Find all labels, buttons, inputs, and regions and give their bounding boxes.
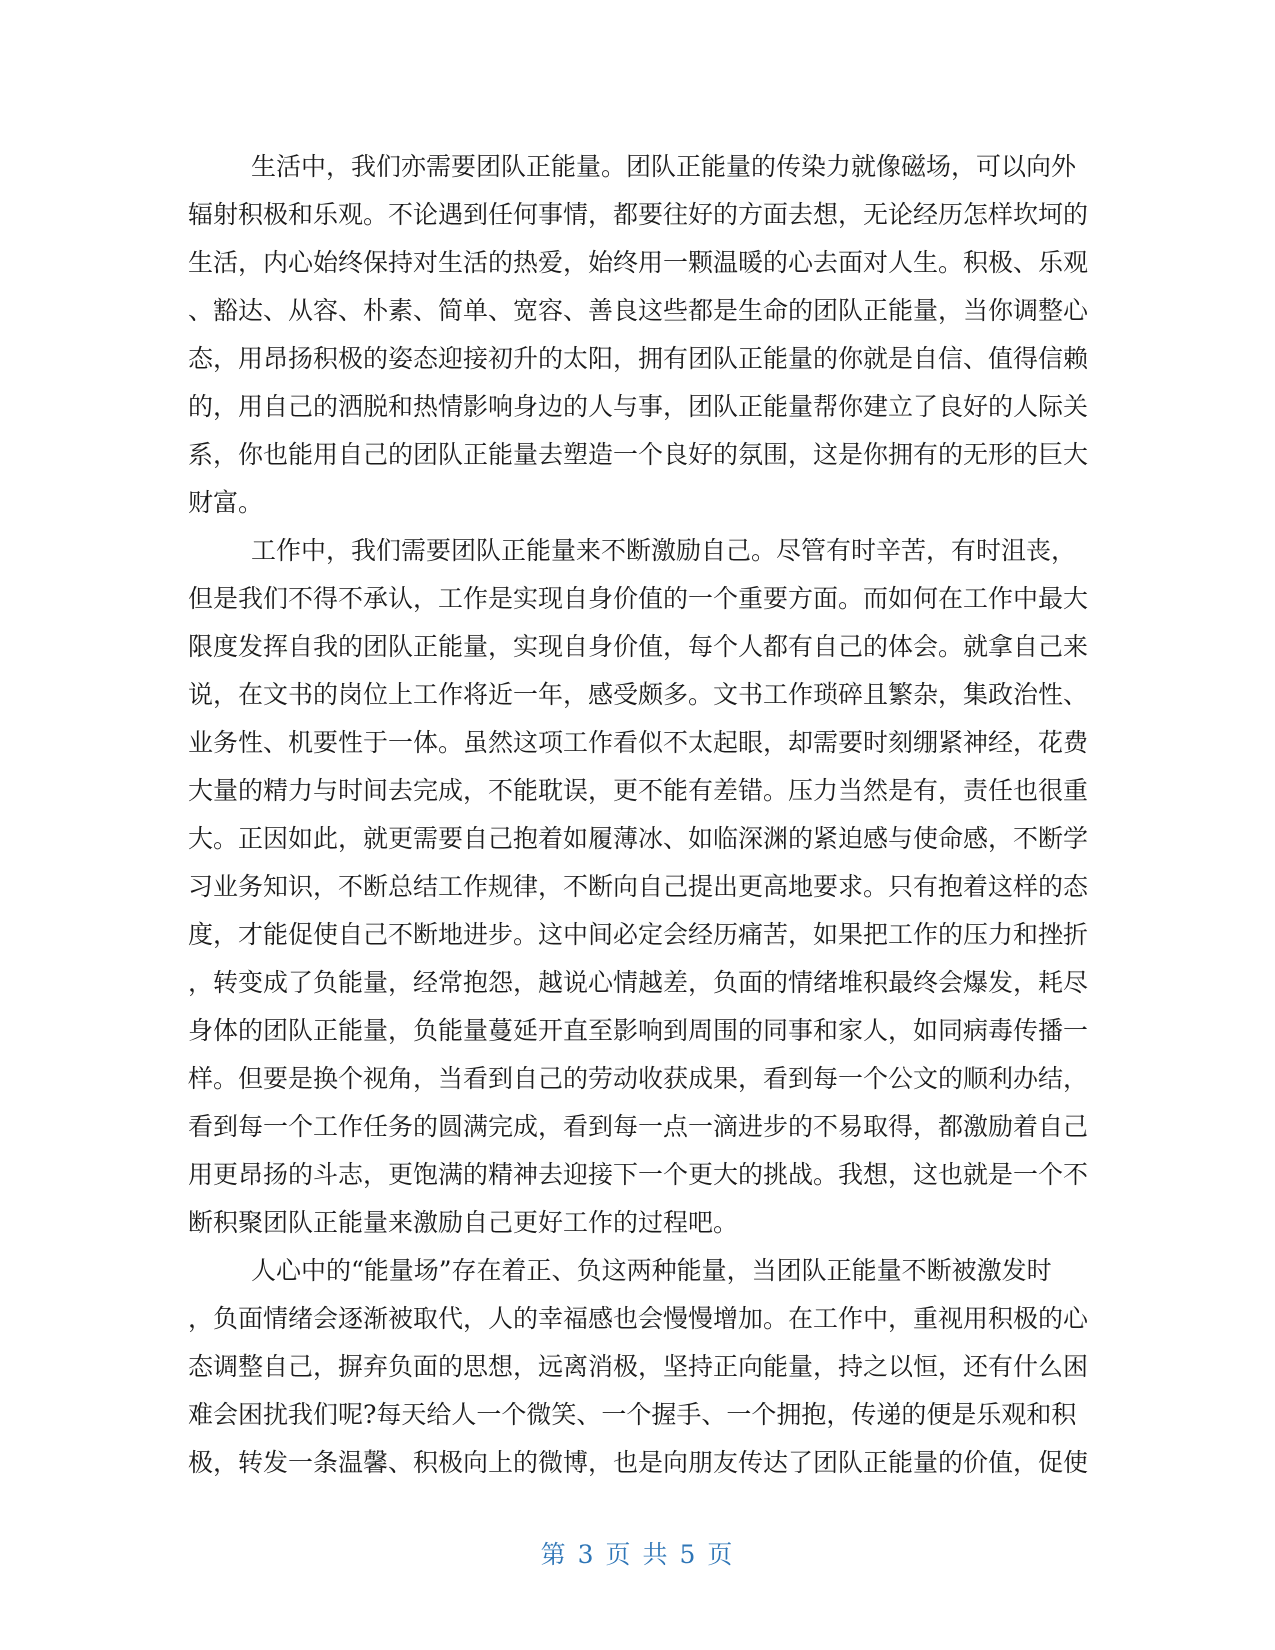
text-line: 度，才能促使自己不断地进步。这中间必定会经历痛苦，如果把工作的压力和挫折 [188,920,1089,949]
text-line: 习业务知识，不断总结工作规律，不断向自己提出更高地要求。只有抱着这样的态 [188,872,1089,901]
current-page-number: 3 [577,1540,596,1569]
text-line: 难会困扰我们呢?每天给人一个微笑、一个握手、一个拥抱，传递的便是乐观和积 [188,1400,1077,1429]
text-line: 极，转发一条温馨、积极向上的微博，也是向朋友传达了团队正能量的价值，促使 [188,1448,1089,1477]
text-line: 生活，内心始终保持对生活的热爱，始终用一颗温暖的心去面对人生。积极、乐观 [188,248,1089,277]
text-line: 、豁达、从容、朴素、简单、宽容、善良这些都是生命的团队正能量，当你调整心 [188,296,1089,325]
text-line: 身体的团队正能量，负能量蔓延开直至影响到周围的同事和家人，如同病毒传播一 [188,1016,1089,1045]
text-line: 财富。 [188,488,264,517]
page-label-prefix: 第 [540,1540,568,1569]
text-line: 大。正因如此，就更需要自己抱着如履薄冰、如临深渊的紧迫感与使命感，不断学 [188,824,1089,853]
text-line: 用更昂扬的斗志，更饱满的精神去迎接下一个更大的挑战。我想，这也就是一个不 [188,1160,1089,1189]
text-line: 系，你也能用自己的团队正能量去塑造一个良好的氛围，这是你拥有的无形的巨大 [188,440,1089,469]
text-line: 的，用自己的洒脱和热情影响身边的人与事，团队正能量帮你建立了良好的人际关 [188,392,1089,421]
text-line: 样。但要是换个视角，当看到自己的劳动收获成果，看到每一个公文的顺利办结， [188,1064,1089,1093]
page-label-suffix: 页 [707,1540,735,1569]
text-line: 说，在文书的岗位上工作将近一年，感受颇多。文书工作琐碎且繁杂，集政治性、 [188,680,1089,709]
text-line: 但是我们不得不承认，工作是实现自身价值的一个重要方面。而如何在工作中最大 [188,584,1089,613]
text-line: ，转变成了负能量，经常抱怨，越说心情越差，负面的情绪堆积最终会爆发，耗尽 [188,968,1089,997]
document-body [188,143,1088,1487]
text-line: 生活中，我们亦需要团队正能量。团队正能量的传染力就像磁场，可以向外 [251,152,1077,181]
text-line: 大量的精力与时间去完成，不能耽误，更不能有差错。压力当然是有，责任也很重 [188,776,1089,805]
text-line: 辐射积极和乐观。不论遇到任何事情，都要往好的方面去想，无论经历怎样坎坷的 [188,200,1089,229]
text-line: 人心中的“能量场”存在着正、负这两种能量，当团队正能量不断被激发时 [251,1256,1052,1285]
text-line: 工作中，我们需要团队正能量来不断激励自己。尽管有时辛苦，有时沮丧， [251,536,1077,565]
text-line: 看到每一个工作任务的圆满完成，看到每一点一滴进步的不易取得，都激励着自己 [188,1112,1089,1141]
text-line: 限度发挥自我的团队正能量，实现自身价值，每个人都有自己的体会。就拿自己来 [188,632,1089,661]
paragraph-3 [188,1247,1088,1487]
text-line: ，负面情绪会逐渐被取代，人的幸福感也会慢慢增加。在工作中，重视用积极的心 [188,1304,1089,1333]
page-number-footer [0,1535,1275,1571]
total-pages-number: 5 [679,1540,698,1569]
text-line: 业务性、机要性于一体。虽然这项工作看似不太起眼，却需要时刻绷紧神经，花费 [188,728,1089,757]
text-line: 断积聚团队正能量来激励自己更好工作的过程吧。 [188,1208,739,1237]
paragraph-1 [188,143,1088,527]
paragraph-2 [188,527,1088,1247]
page-label-mid: 页 共 [605,1540,670,1569]
text-line: 态调整自己，摒弃负面的思想，远离消极，坚持正向能量，持之以恒，还有什么困 [188,1352,1089,1381]
text-line: 态，用昂扬积极的姿态迎接初升的太阳，拥有团队正能量的你就是自信、值得信赖 [188,344,1089,373]
